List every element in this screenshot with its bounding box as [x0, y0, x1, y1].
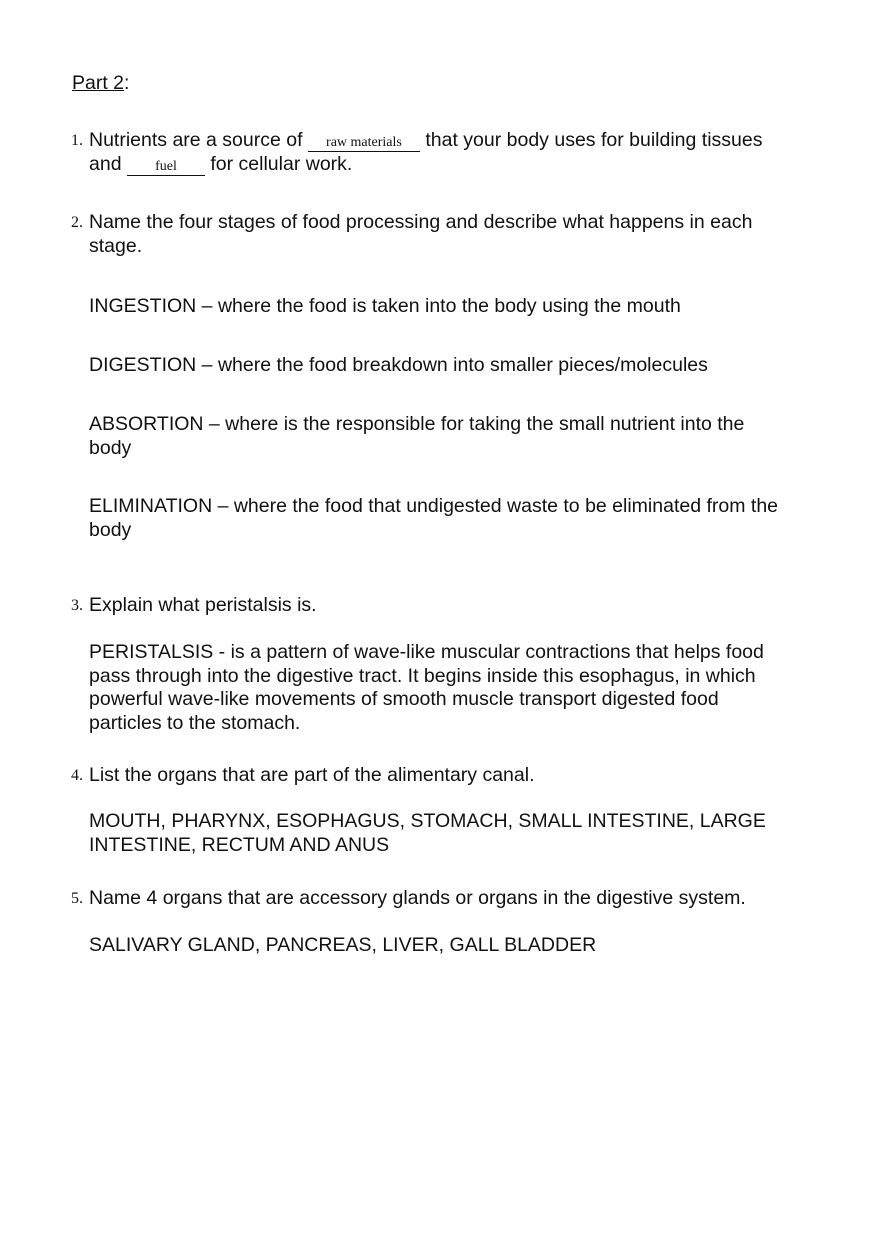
part-title: Part 2:: [72, 72, 130, 94]
answer-accessory-organs: SALIVARY GLAND, PANCREAS, LIVER, GALL BLADDER: [89, 934, 597, 956]
answer-digestion: DIGESTION – where the food breakdown into smaller pieces/molecules: [89, 354, 708, 376]
answer-absortion: ABSORTION – where is the responsible for taking the small nutrient into the body: [89, 413, 745, 459]
question-4: 4. List the organs that are part of the alimentary canal.: [71, 764, 535, 786]
question-3: 3. Explain what peristalsis is.: [71, 594, 317, 616]
question-1: 1. Nutrients are a source of raw materials that your body uses for building tissues and fuel for cellular work.: [71, 129, 763, 175]
question-2: 2. Name the four stages of food processing and describe what happens in each stage.: [71, 211, 753, 257]
answer-peristalsis: PERISTALSIS - is a pattern of wave-like muscular contractions that helps food pass through into the digestive tract. It begins inside this esophagus, in which powerful wave-like movements of smooth muscle transport digested food particles to the stomach.: [89, 641, 764, 734]
blank-raw-materials: raw materials: [308, 135, 420, 152]
question-5: 5. Name 4 organs that are accessory glands or organs in the digestive system.: [71, 887, 746, 909]
answer-elimination: ELIMINATION – where the food that undigested waste to be eliminated from the body: [89, 495, 779, 541]
answer-alimentary-canal: MOUTH, PHARYNX, ESOPHAGUS, STOMACH, SMALL INTESTINE, LARGE INTESTINE, RECTUM AND ANUS: [89, 810, 766, 856]
blank-fuel: fuel: [127, 159, 205, 176]
answer-ingestion: INGESTION – where the food is taken into the body using the mouth: [89, 295, 681, 317]
